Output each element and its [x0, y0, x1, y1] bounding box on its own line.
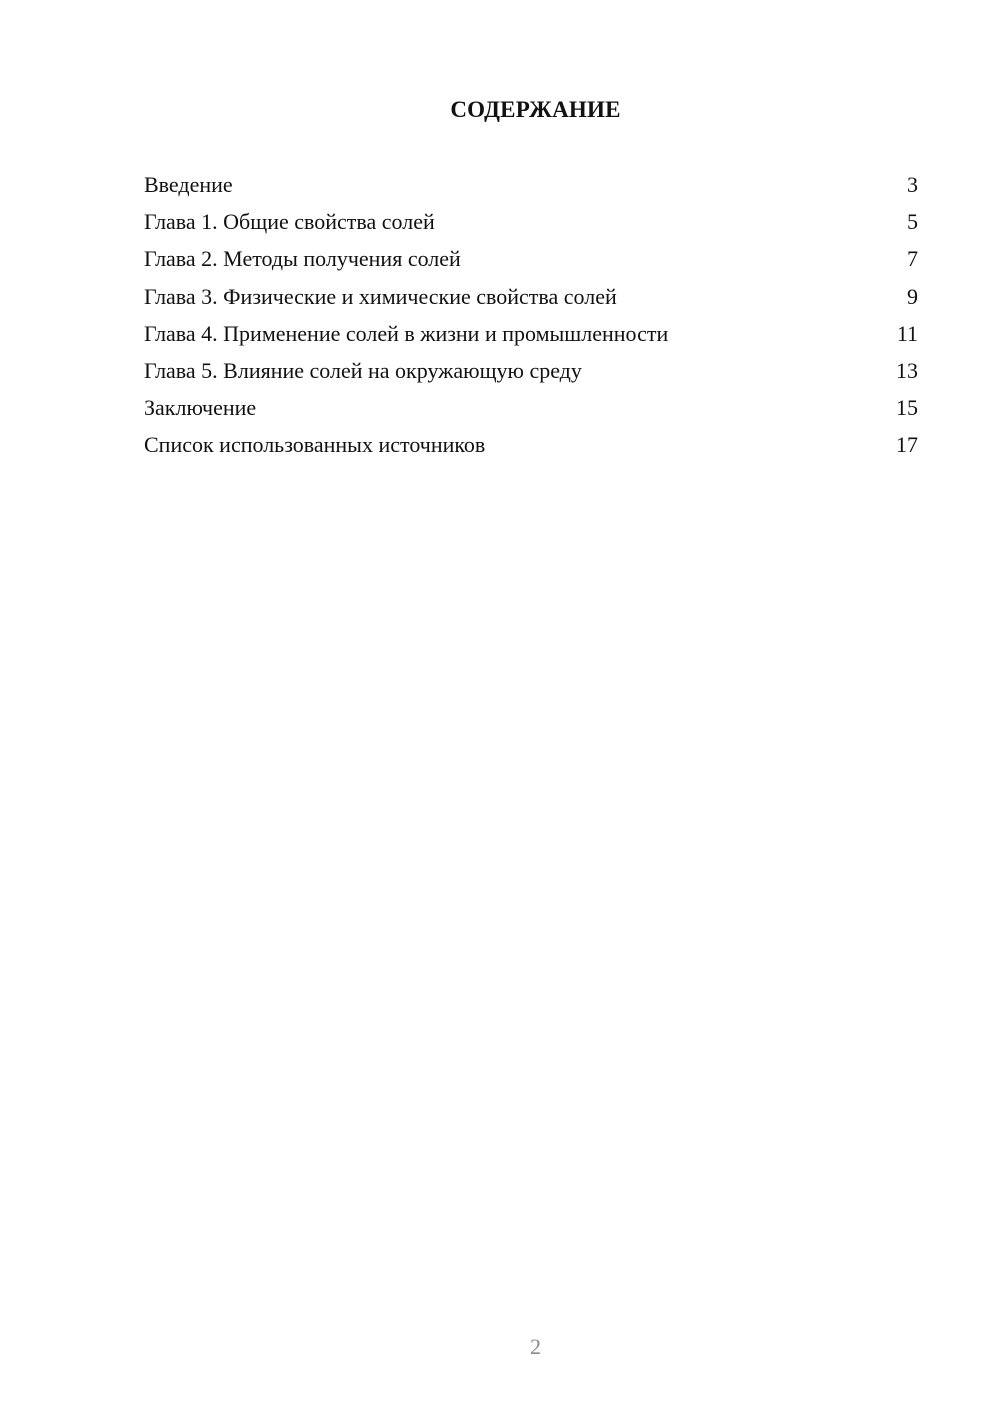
toc-entry-page: 13: [896, 357, 918, 383]
toc-entry-page: 7: [907, 246, 918, 272]
toc-entry-page: 15: [896, 395, 918, 421]
toc-entry-label: Глава 1. Общие свойства солей: [144, 209, 435, 235]
toc-entry-chapter-5: [144, 357, 918, 394]
toc-entry-conclusion: [144, 394, 918, 431]
toc-entry-chapter-4: [144, 320, 918, 357]
toc-entry-page: 17: [896, 432, 918, 458]
toc-entry-page: 9: [907, 283, 918, 309]
page-number: 2: [530, 1334, 541, 1359]
toc-entry-page: 5: [907, 209, 918, 235]
table-of-contents: [144, 171, 918, 469]
toc-entry-label: Заключение: [144, 395, 257, 421]
toc-entry-label: Глава 2. Методы получения солей: [144, 246, 461, 272]
toc-entry-label: Список использованных источников: [144, 432, 486, 458]
toc-entry-chapter-3: [144, 283, 918, 320]
toc-entry-chapter-2: [144, 245, 918, 282]
toc-entry-references: [144, 431, 918, 468]
toc-entry-label: Глава 3. Физические и химические свойства солей: [144, 283, 617, 309]
toc-entry-chapter-1: [144, 208, 918, 245]
toc-entry-label: Глава 4. Применение солей в жизни и промышленности: [144, 320, 669, 346]
toc-entry-label: Введение: [144, 172, 233, 197]
toc-entry-label: Глава 5. Влияние солей на окружающую среду: [144, 357, 582, 383]
toc-entry-introduction: [144, 171, 918, 208]
page-title: СОДЕРЖАНИЕ: [450, 97, 621, 122]
toc-entry-page: 11: [896, 320, 918, 346]
toc-entry-page: 3: [907, 172, 918, 197]
